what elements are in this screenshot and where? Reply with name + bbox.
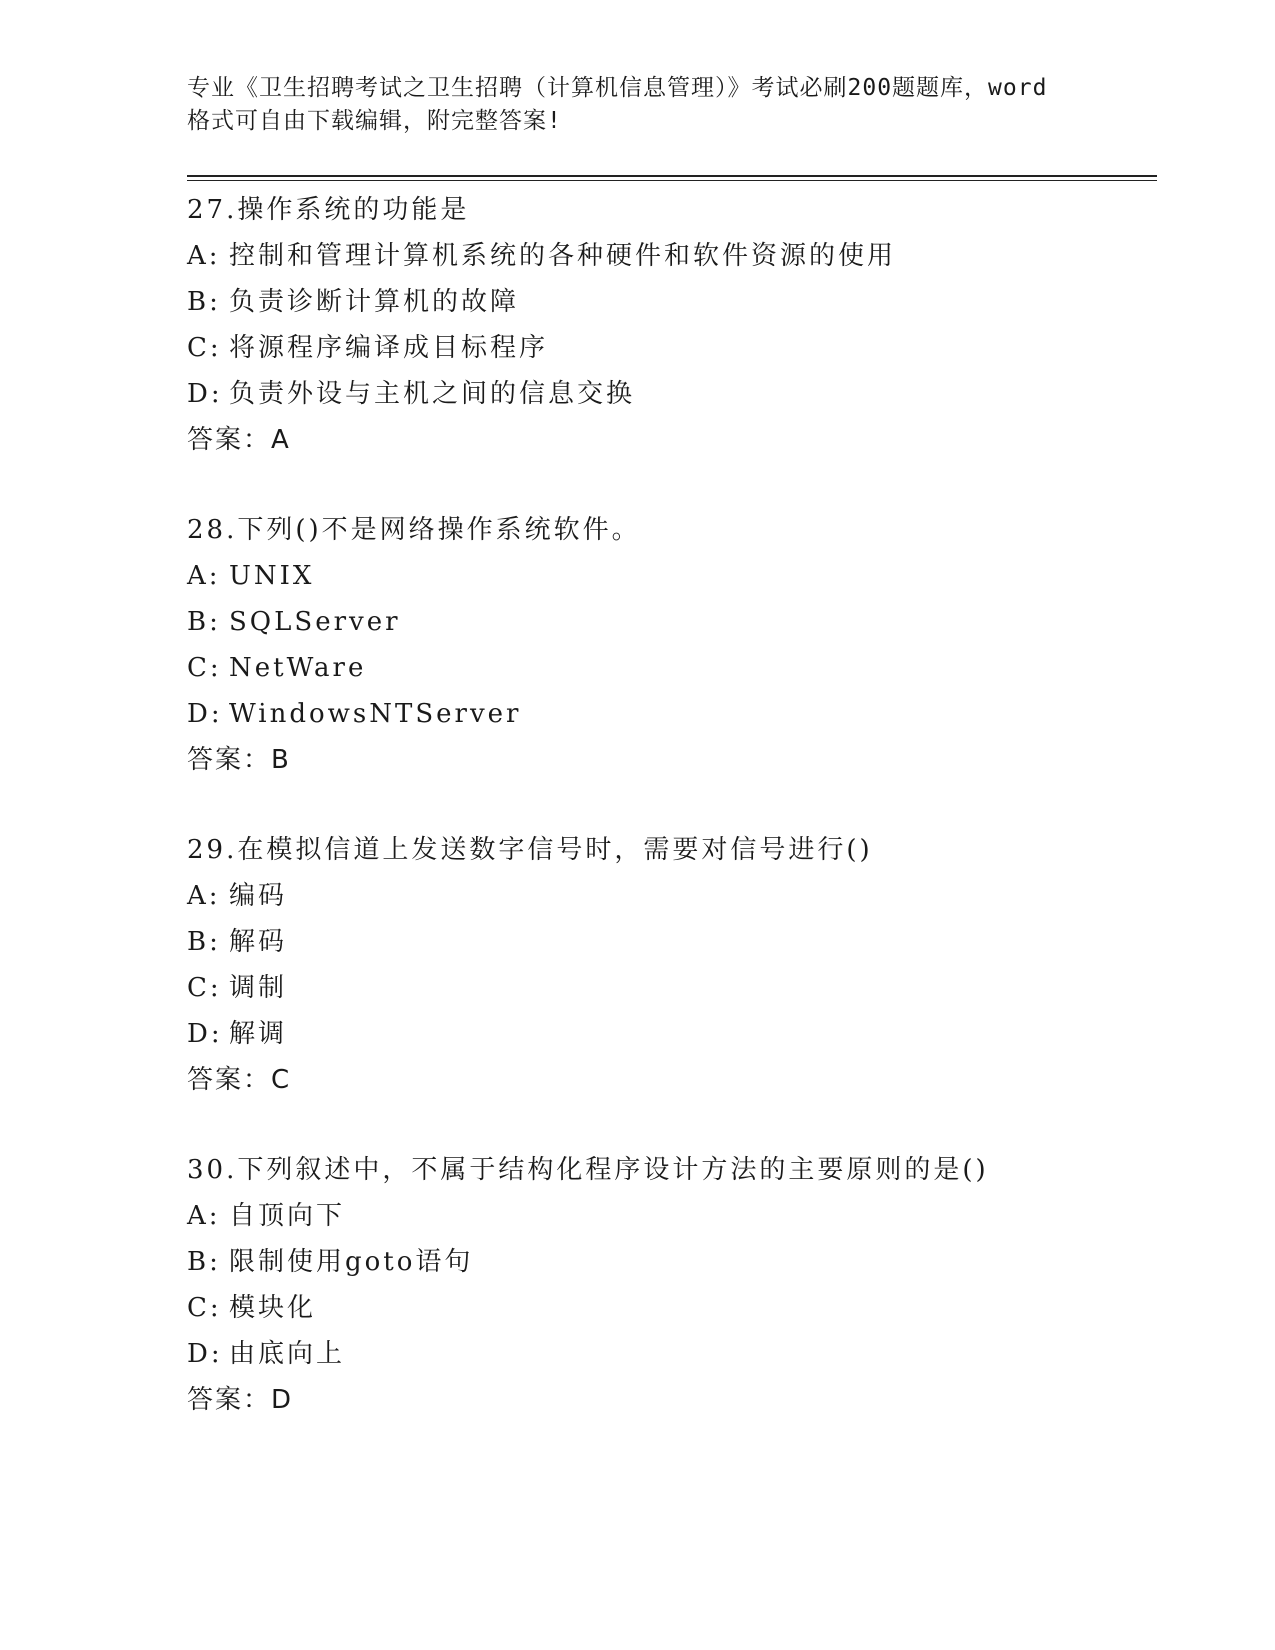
document-page bbox=[187, 72, 1157, 1467]
option-d bbox=[187, 371, 1157, 417]
option-text: NetWare bbox=[229, 653, 367, 683]
option-c bbox=[187, 645, 1157, 691]
option-label: D: bbox=[187, 1339, 223, 1369]
question-title: 27.操作系统的功能是 bbox=[187, 195, 470, 225]
option-label: C: bbox=[187, 1293, 222, 1323]
option-text: WindowsNTServer bbox=[229, 699, 522, 729]
option-label: D: bbox=[187, 1019, 223, 1049]
option-b bbox=[187, 279, 1157, 325]
option-b bbox=[187, 919, 1157, 965]
option-c bbox=[187, 1285, 1157, 1331]
option-d bbox=[187, 1011, 1157, 1057]
option-label: C: bbox=[187, 973, 222, 1003]
header-divider bbox=[187, 175, 1157, 181]
option-a bbox=[187, 873, 1157, 919]
option-a bbox=[187, 553, 1157, 599]
option-text: 将源程序编译成目标程序 bbox=[229, 333, 549, 363]
answer-line: 答案：A bbox=[187, 425, 291, 455]
option-text: SQLServer bbox=[229, 607, 401, 637]
option-label: C: bbox=[187, 653, 222, 683]
option-label: A: bbox=[187, 1201, 221, 1231]
option-text: 限制使用goto语句 bbox=[229, 1247, 474, 1277]
question-block bbox=[187, 507, 1157, 783]
option-text: 模块化 bbox=[229, 1293, 317, 1323]
option-label: D: bbox=[187, 699, 223, 729]
option-label: A: bbox=[187, 881, 221, 911]
option-label: B: bbox=[187, 1247, 221, 1277]
question-title: 29.在模拟信道上发送数字信号时，需要对信号进行() bbox=[187, 835, 873, 865]
option-label: B: bbox=[187, 607, 221, 637]
option-text: 负责外设与主机之间的信息交换 bbox=[229, 379, 636, 409]
option-b bbox=[187, 1239, 1157, 1285]
option-label: A: bbox=[187, 561, 221, 591]
option-a bbox=[187, 233, 1157, 279]
option-b bbox=[187, 599, 1157, 645]
option-text: 调制 bbox=[229, 973, 288, 1003]
answer-line: 答案：B bbox=[187, 745, 291, 775]
option-text: 解调 bbox=[229, 1019, 288, 1049]
option-text: 解码 bbox=[229, 927, 288, 957]
option-label: B: bbox=[187, 927, 221, 957]
option-label: C: bbox=[187, 333, 222, 363]
answer-line: 答案：D bbox=[187, 1385, 294, 1415]
question-title: 30.下列叙述中，不属于结构化程序设计方法的主要原则的是() bbox=[187, 1155, 989, 1185]
option-a bbox=[187, 1193, 1157, 1239]
option-text: 自顶向下 bbox=[229, 1201, 346, 1231]
answer-line: 答案：C bbox=[187, 1065, 292, 1095]
option-label: A: bbox=[187, 241, 221, 271]
option-c bbox=[187, 325, 1157, 371]
question-title: 28.下列()不是网络操作系统软件。 bbox=[187, 515, 641, 545]
option-text: 由底向上 bbox=[229, 1339, 346, 1369]
option-d bbox=[187, 691, 1157, 737]
question-block bbox=[187, 1147, 1157, 1423]
question-block bbox=[187, 827, 1157, 1103]
option-c bbox=[187, 965, 1157, 1011]
option-d bbox=[187, 1331, 1157, 1377]
header-line-2: 格式可自由下载编辑，附完整答案! bbox=[187, 108, 562, 134]
option-label: B: bbox=[187, 287, 221, 317]
header-line-1: 专业《卫生招聘考试之卫生招聘（计算机信息管理）》考试必刷200题题库，word bbox=[187, 75, 1048, 101]
option-text: UNIX bbox=[229, 561, 315, 591]
option-text: 负责诊断计算机的故障 bbox=[229, 287, 520, 317]
question-block bbox=[187, 187, 1157, 463]
option-text: 编码 bbox=[229, 881, 288, 911]
option-label: D: bbox=[187, 379, 223, 409]
document-header bbox=[187, 72, 1087, 138]
option-text: 控制和管理计算机系统的各种硬件和软件资源的使用 bbox=[229, 241, 897, 271]
